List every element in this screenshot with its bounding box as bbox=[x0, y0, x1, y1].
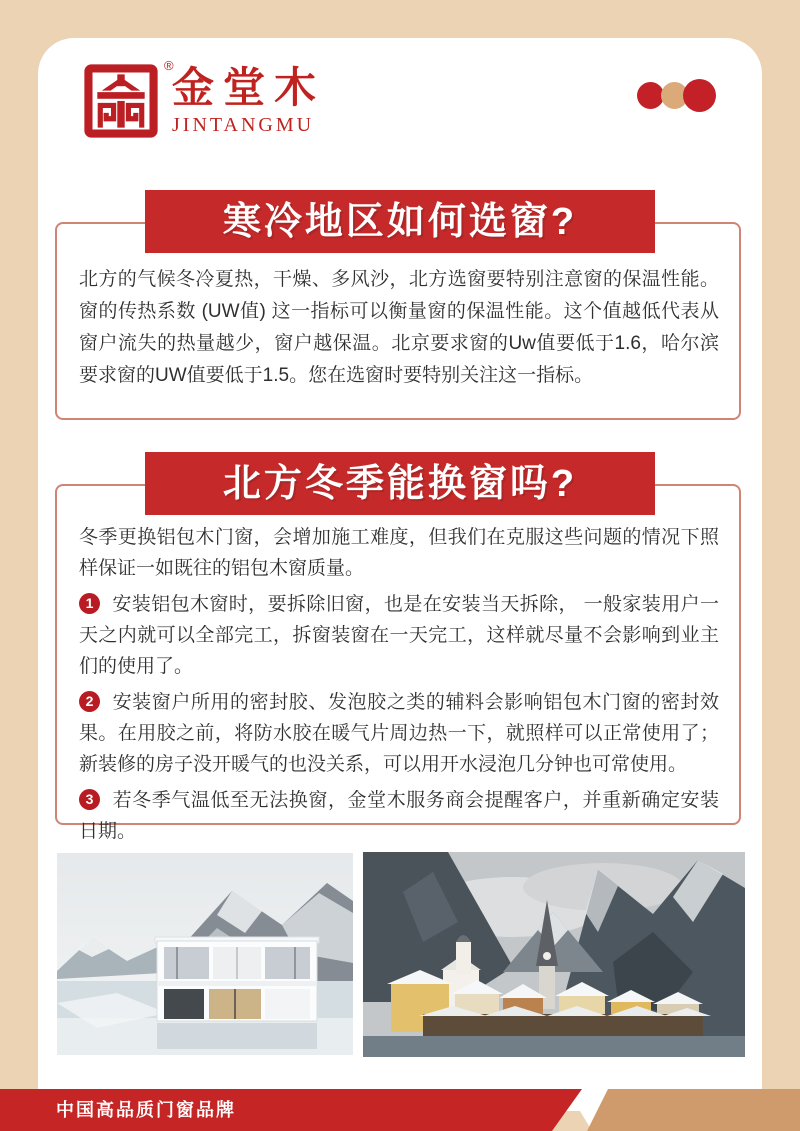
number-badge-2: 2 bbox=[79, 691, 100, 712]
section-title-cold-region: 寒冷地区如何选窗? bbox=[145, 190, 655, 253]
alpine-village-photo bbox=[363, 852, 745, 1057]
brand-name-chinese: 金堂木 bbox=[172, 64, 326, 111]
section-title-winter-replace: 北方冬季能换窗吗? bbox=[145, 452, 655, 515]
number-badge-1: 1 bbox=[79, 593, 100, 614]
brand-logo bbox=[84, 58, 326, 138]
list-item bbox=[79, 589, 719, 682]
paragraph-uw-value: 北方的气候冬冷夏热，干燥、多风沙，北方选窗要特别注意窗的保温性能。窗的传热系数 (UW值) 这一指标可以衡量窗的保温性能。这个值越低代表从窗户流失的热量越少，窗户越保温。北京要求窗的Uw值要低于1.6，哈尔滨要求窗的UW值要低于1.5。您在选窗时要特别关注这一指标。 bbox=[79, 269, 719, 386]
decor-circle-red-left bbox=[637, 82, 664, 109]
registered-trademark-icon: ® bbox=[164, 58, 174, 73]
decor-circle-red-right bbox=[683, 79, 716, 112]
list-item bbox=[79, 687, 719, 780]
footer-slogan: 中国高品质门窗品牌 bbox=[56, 1100, 236, 1120]
brand-name-english: JINTANGMU bbox=[172, 114, 315, 136]
list-item-text-2: 安装窗户所用的密封胶、发泡胶之类的辅料会影响铝包木门窗的密封效果。在用胶之前，将防水胶在暖气片周边热一下，就照样可以正常使用了；新装修的房子没开暖气的也没关系，可以用开水浸泡几分钟也可常使用。 bbox=[79, 692, 719, 775]
brand-name bbox=[164, 58, 326, 137]
list-item-text-1: 安装铝包木窗时，要拆除旧窗，也是在安装当天拆除， 一般家装用户一天之内就可以全部完工，拆窗装窗在一天完工，这样就尽量不会影响到业主们的使用了。 bbox=[79, 594, 719, 677]
seal-logo-icon bbox=[84, 64, 158, 138]
number-badge-3: 3 bbox=[79, 789, 100, 810]
list-item-text-3: 若冬季气温低至无法换窗，金堂木服务商会提醒客户，并重新确定安装日期。 bbox=[79, 790, 719, 842]
paragraph-intro: 冬季更换铝包木门窗，会增加施工难度，但我们在克服这些问题的情况下照样保证一如既往的铝包木窗质量。 bbox=[79, 527, 719, 579]
list-item bbox=[79, 785, 719, 847]
content-panel bbox=[38, 38, 762, 1087]
section-body-winter-replace bbox=[55, 484, 741, 842]
winter-house-photo bbox=[57, 853, 353, 1055]
